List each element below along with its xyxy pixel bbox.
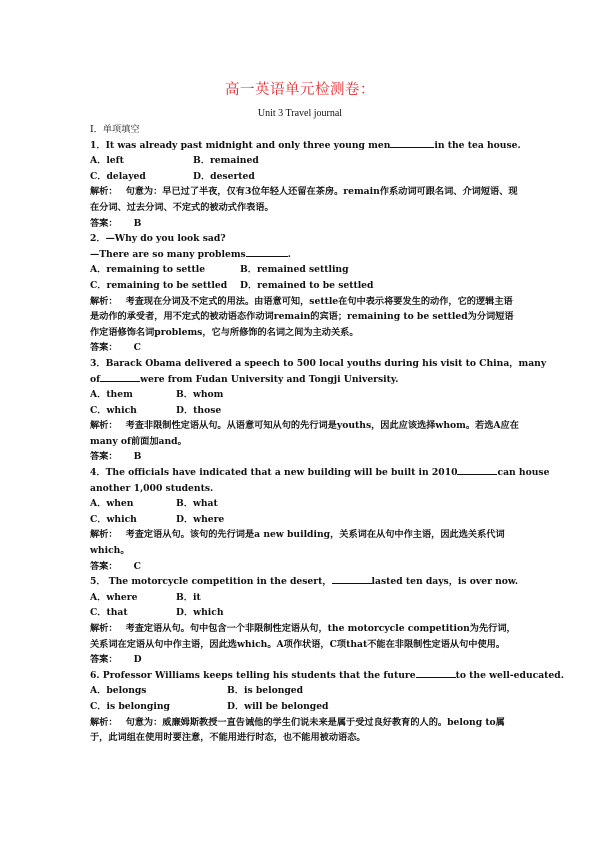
question-5-options-cd — [90, 605, 520, 621]
question-2-answer — [90, 340, 520, 356]
question-2-stem: 2．—Why do you look sad? — [90, 233, 226, 245]
stem-text: to the well-educated. — [455, 669, 564, 681]
answer-blank — [390, 138, 434, 148]
analysis-text: 考查定语从句。句中包含一个非限制性定语从句，the motorcycle competition为先行词，关系词在定语从句中作主语，因此选which。A项作状语，C项that不能在非限制性定语从句中使用。 — [90, 623, 516, 650]
option-b: B．is belonged — [227, 685, 304, 697]
stem-text: —There are so many problems — [90, 248, 246, 260]
question-1-options-cd — [90, 169, 520, 185]
question-3-answer — [90, 449, 520, 465]
stem-text: can house — [497, 467, 550, 479]
option-c: C．which — [90, 513, 137, 525]
answer-value: B — [133, 217, 142, 229]
analysis-label: 解析： — [90, 623, 118, 634]
question-5-options-ab — [90, 590, 520, 606]
question-5-answer — [90, 652, 520, 668]
stem-text: 5． The motorcycle competition in the desert， — [90, 576, 332, 588]
option-d: D．will be belonged — [227, 700, 329, 712]
question-3-stem: 3．Barack Obama delivered a speech to 500 local youths during his visit to China，many — [90, 357, 547, 369]
answer-blank — [416, 668, 456, 678]
question-2-options-ab — [90, 262, 520, 278]
option-a: A．left — [90, 155, 124, 167]
question-3-stem-line2 — [90, 372, 520, 388]
answer-blank — [246, 247, 288, 257]
question-2-analysis — [90, 294, 520, 341]
question-6-stem — [90, 668, 564, 684]
option-d: D．deserted — [193, 170, 255, 182]
stem-text: 1．It was already past midnight and only three young men — [90, 139, 391, 151]
question-3-analysis — [90, 418, 520, 449]
option-d: D．remained to be settled — [240, 279, 374, 291]
question-5-analysis — [90, 621, 520, 652]
option-b: B．what — [176, 498, 218, 510]
analysis-label: 解析： — [90, 186, 118, 198]
stem-text: 4．The officials have indicated that a new building will be built in 2010 — [90, 467, 458, 479]
analysis-label: 解析： — [90, 420, 118, 432]
answer-label: 答案： — [90, 451, 118, 463]
stem-text: lasted ten days，is over now. — [371, 576, 519, 588]
answer-value: C — [133, 560, 141, 572]
question-4-stem-line2: another 1,000 students. — [90, 482, 214, 494]
option-a: A．when — [90, 498, 134, 510]
answer-label: 答案： — [90, 217, 118, 229]
stem-text: were from Fudan University and Tongji University. — [140, 373, 399, 385]
answer-label: 答案： — [90, 342, 118, 354]
option-c: C．delayed — [90, 170, 146, 182]
question-2-options-cd — [90, 278, 520, 294]
answer-value: C — [133, 342, 141, 354]
analysis-label: 解析： — [90, 295, 118, 307]
option-b: B．remained — [193, 155, 259, 167]
question-1-analysis — [90, 184, 520, 215]
question-6-options-cd — [90, 699, 520, 715]
content — [90, 122, 564, 746]
question-2-stem-line2 — [90, 247, 520, 263]
question-6-analysis — [90, 715, 520, 746]
option-a: A．them — [90, 389, 133, 401]
question-4-options-cd — [90, 512, 520, 528]
page-title: 高一英语单元检测卷： — [225, 82, 375, 98]
question-6-options-ab — [90, 683, 520, 699]
question-5-stem — [90, 574, 520, 590]
stem-text: in the tea house. — [434, 139, 521, 151]
option-d: D．those — [176, 404, 222, 416]
answer-label: 答案： — [90, 654, 118, 666]
question-4-analysis — [90, 527, 520, 558]
option-d: D．which — [176, 607, 224, 619]
option-c: C．that — [90, 607, 128, 619]
question-3-options-cd — [90, 403, 520, 419]
option-b: B．whom — [176, 389, 224, 401]
option-b: B．remained settling — [240, 264, 349, 276]
answer-blank — [457, 465, 497, 475]
answer-value: D — [133, 654, 142, 666]
stem-text: 6. Professor Williams keeps telling his students that the future — [90, 669, 416, 681]
page-subtitle: Unit 3 Travel journal — [257, 108, 343, 119]
analysis-label: 解析： — [90, 716, 118, 728]
answer-value: B — [133, 451, 142, 463]
analysis-text: 考查非限制性定语从句。从语意可知从句的先行词是youths，因此应该选择whom。若选A应在many of前面加and。 — [90, 420, 519, 447]
option-d: D．where — [176, 513, 225, 525]
option-a: A．where — [90, 591, 138, 603]
answer-blank — [100, 372, 140, 382]
option-c: C．remaining to be settled — [90, 279, 228, 291]
stem-text: . — [287, 248, 291, 260]
answer-blank — [332, 574, 372, 584]
question-1-answer — [90, 216, 520, 232]
stem-text: of — [90, 373, 101, 385]
question-4-stem — [90, 465, 550, 481]
option-a: A．remaining to settle — [90, 264, 206, 276]
analysis-text: 考查定语从句。该句的先行词是a new building，关系词在从句中作主语，因此选关系代词which。 — [90, 529, 505, 557]
question-1-options-ab — [90, 153, 520, 169]
question-3-options-ab — [90, 387, 520, 403]
section-heading: I．单项填空 — [90, 124, 140, 135]
analysis-text: 句意为：威廉姆斯教授一直告诫他的学生们说未来是属于受过良好教育的人的。belong to属于，此词组在使用时要注意，不能用进行时态，也不能用被动语态。 — [90, 716, 505, 744]
question-4-answer — [90, 559, 520, 575]
question-4-options-ab — [90, 496, 520, 512]
option-a: A．belongs — [90, 685, 147, 697]
option-c: C．is belonging — [90, 700, 170, 712]
option-b: B．it — [176, 591, 201, 603]
option-c: C．which — [90, 404, 137, 416]
answer-label: 答案： — [90, 560, 118, 572]
analysis-label: 解析： — [90, 529, 118, 541]
question-1-stem — [90, 138, 520, 154]
analysis-text: 句意为：早已过了半夜，仅有3位年轻人还留在茶房。remain作系动词可跟名词、介词短语、现在分词、过去分词、不定式的被动式作表语。 — [90, 186, 518, 213]
analysis-text: 考查现在分词及不定式的用法。由语意可知，settle在句中表示将要发生的动作，它的逻辑主语是动作的承受者，用不定式的被动语态作动词remain的宾语；remaining to be settled为分词短语作定语修饰名词problems，它与所修饰的名词之间为主动关系。 — [90, 295, 514, 338]
